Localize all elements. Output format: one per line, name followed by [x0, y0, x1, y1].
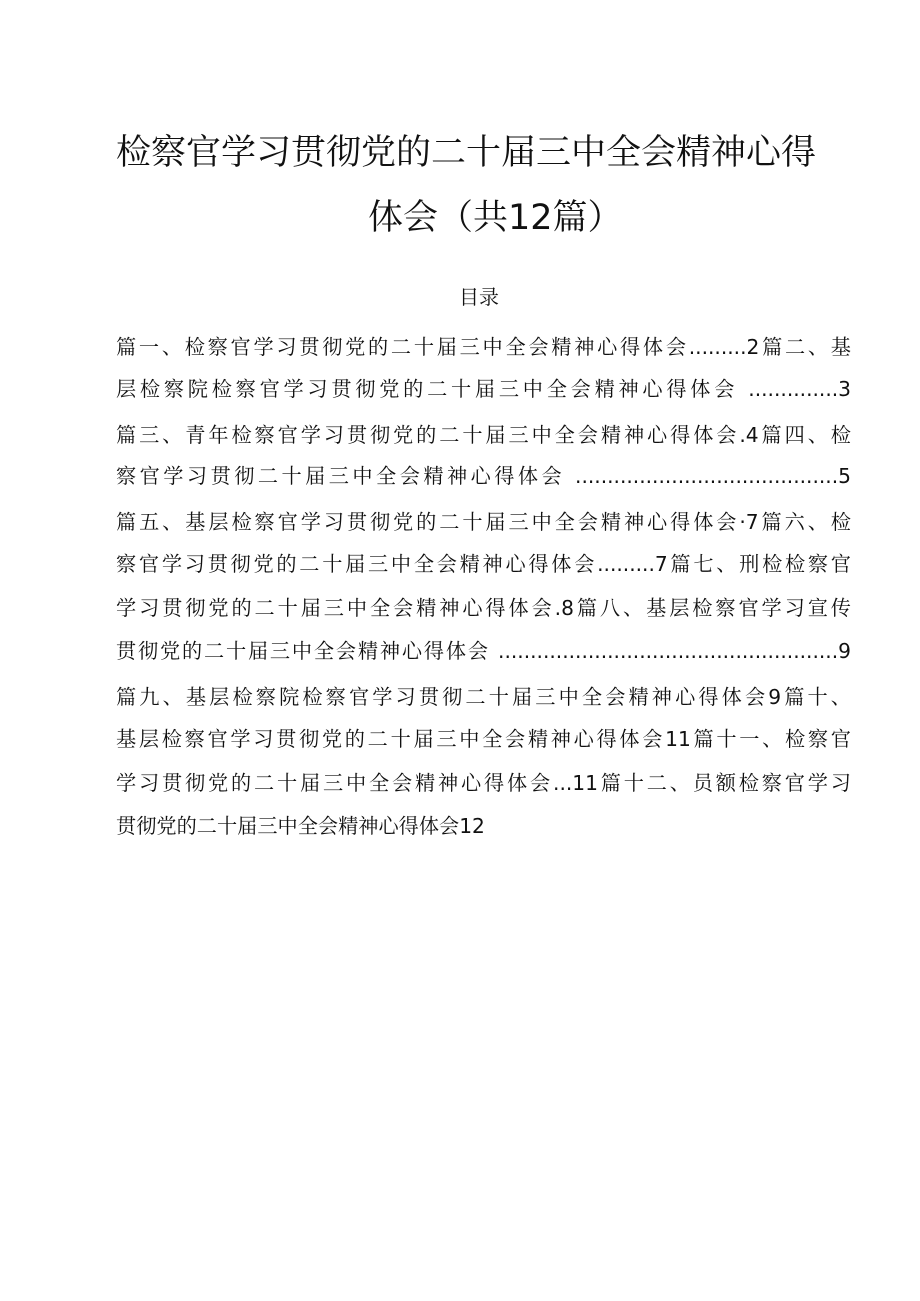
- toc-line: 学习贯彻党的二十届三中全会精神心得体会...11篇十二、员额检察官学习: [116, 771, 851, 795]
- toc-line: 篇九、基层检察院检察官学习贯彻二十届三中全会精神心得体会9篇十、: [116, 685, 851, 709]
- toc-line: 贯彻党的二十届三中全会精神心得体会 .....................................................9: [116, 639, 851, 663]
- document-title-line-1: 检察官学习贯彻党的二十届三中全会精神心得: [116, 133, 817, 173]
- toc-line: 基层检察官学习贯彻党的二十届三中全会精神心得体会11篇十一、检察官: [116, 727, 851, 751]
- toc-line: 篇五、基层检察官学习贯彻党的二十届三中全会精神心得体会·7篇六、检: [116, 510, 851, 534]
- toc-line: 察官学习贯彻党的二十届三中全会精神心得体会.........7篇七、刑检检察官: [116, 552, 851, 576]
- document-title-line-2: 体会（共12篇）: [368, 198, 623, 238]
- toc-heading: 目录: [459, 285, 499, 309]
- toc-line: 篇一、检察官学习贯彻党的二十届三中全会精神心得体会.........2篇二、基: [116, 335, 851, 359]
- toc-line: 察官学习贯彻二十届三中全会精神心得体会 .........................................5: [116, 464, 851, 488]
- toc-line: 篇三、青年检察官学习贯彻党的二十届三中全会精神心得体会.4篇四、检: [116, 423, 851, 447]
- toc-line: 学习贯彻党的二十届三中全会精神心得体会.8篇八、基层检察官学习宣传: [116, 596, 851, 620]
- toc-line: 贯彻党的二十届三中全会精神心得体会12: [116, 814, 485, 838]
- toc-line: 层检察院检察官学习贯彻党的二十届三中全会精神心得体会 ..............3: [116, 377, 851, 401]
